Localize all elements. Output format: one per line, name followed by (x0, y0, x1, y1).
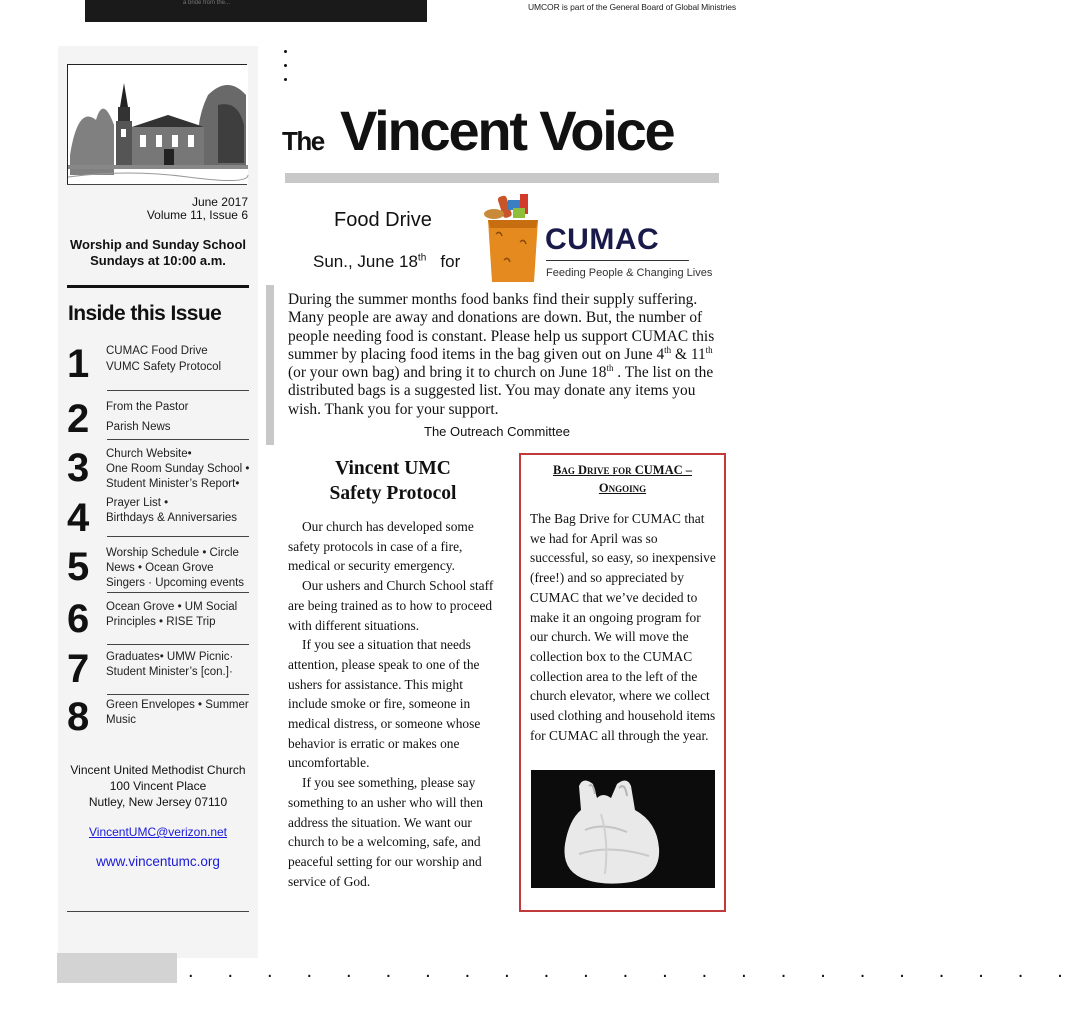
toc-line: Music (106, 714, 137, 726)
toc-line: Graduates• UMW Picnic· (106, 651, 234, 663)
decor-dot (284, 78, 287, 81)
cumac-tagline: Feeding People & Changing Lives (546, 267, 713, 279)
toc-divider (107, 390, 249, 391)
food-drive-signoff: The Outreach Committee (424, 424, 570, 439)
toc-number: 2 (67, 397, 90, 441)
masthead-the: The (282, 126, 324, 156)
toc-line: Worship Schedule • Circle (106, 547, 239, 559)
toc-entry-7[interactable] (67, 649, 257, 689)
safety-paragraph: Our church has developed some safety protocols in case of a fire, medical or security emergency. (288, 519, 474, 574)
top-banner-image (85, 0, 427, 22)
cumac-logo-rule (546, 260, 689, 261)
toc-line: CUMAC Food Drive (106, 345, 208, 357)
toc-line: Birthdays & Anniversaries (106, 512, 238, 524)
logo-rule (67, 184, 247, 185)
toc-top-rule (67, 285, 249, 288)
sidebar-bottom-rule (67, 911, 249, 912)
toc-line: Prayer List • (106, 497, 169, 509)
toc-entry-3[interactable] (67, 446, 257, 494)
toc-divider (107, 592, 249, 593)
plastic-bag-icon (531, 770, 715, 888)
safety-paragraph: If you see something, please say something to an usher who will then address the situation. We want our church to be a welcoming, safe, and peaceful setting for our worship and service of God. (288, 775, 483, 889)
toc-line: Green Envelopes • Summer (106, 699, 249, 711)
toc-line: VUMC Safety Protocol (106, 361, 222, 373)
toc-divider (107, 694, 249, 695)
toc-line: Church Website• (106, 448, 192, 460)
toc-line: Ocean Grove • UM Social (106, 601, 238, 613)
headline-shadow-bar (285, 173, 719, 183)
worship-times-line2: Sundays at 10:00 a.m. (90, 253, 226, 268)
decor-dot (284, 50, 287, 53)
toc-number: 1 (67, 342, 90, 386)
toc-line: Student Minister’s [con.]· (106, 666, 233, 678)
umcor-note: UMCOR is part of the General Board of Global Ministries (528, 2, 737, 12)
cumac-logo-text: CUMAC (545, 223, 660, 256)
toc-entry-2[interactable] (67, 399, 257, 439)
safety-paragraph: If you see a situation that needs attention, please speak to one of the ushers for assistance. This might include smoke or fire, someone in medical distress, or someone whose behavior is erratic or makes one uncomfortable. (288, 637, 481, 771)
toc-divider (107, 536, 249, 537)
church-sketch-image (67, 64, 247, 184)
food-drive-title: Food Drive (334, 209, 432, 231)
toc-number: 6 (67, 597, 90, 641)
toc-divider (107, 439, 249, 440)
food-drive-date: Sun., June 18th for (313, 252, 461, 271)
toc-line: Singers · Upcoming events (106, 577, 245, 589)
bag-drive-title-line2: Ongoing (598, 481, 647, 495)
toc-entry-1[interactable] (67, 343, 257, 393)
toc-entry-6[interactable] (67, 599, 257, 639)
bag-drive-title (524, 461, 721, 497)
church-address: 100 Vincent Place (109, 779, 207, 793)
issue-date: June 2017 (191, 195, 248, 209)
toc-number: 5 (67, 545, 90, 589)
church-city: Nutley, New Jersey 07110 (88, 795, 228, 809)
safety-paragraph: Our ushers and Church School staff are being trained as to how to proceed with different situations. (288, 578, 494, 633)
decor-dot (284, 64, 287, 67)
toc-number: 7 (67, 647, 90, 691)
email-link[interactable]: VincentUMC@verizon.net (88, 825, 228, 839)
toc-divider (107, 644, 249, 645)
issue-volume: Volume 11, Issue 6 (146, 208, 248, 222)
masthead-title: Vincent Voice (340, 99, 674, 162)
toc-number: 3 (67, 446, 90, 490)
top-banner-text: a bride from the... (183, 0, 231, 6)
safety-body (288, 517, 494, 891)
grocery-bag-icon (480, 190, 544, 285)
food-drive-body: During the summer months food banks find their supply suffering. Many people are away and donations are down. But, the number of people needing food is constant. Please help us support CUMAC this summer by placing food items in the bag given out on June 4th & 11th (or your own bag) and bring it to church on June 18th . The list on the distributed bags is a suggested list. You may donate any items you wish. Thank you for your support. (288, 291, 715, 418)
toc-line: Parish News (106, 421, 171, 433)
plastic-bag-image (531, 770, 715, 888)
bag-drive-body: The Bag Drive for CUMAC that we had for April was so successful, so easy, so inexpensive (free!) and so appreciated by CUMAC that we’ve decided to make it an ongoing program for our church. We will move the collection box to the CUMAC collection area to the left of the church elevator, where we collect used clothing and household items for CUMAC all through the year. (530, 511, 716, 743)
safety-title-line1: Vincent UMC (335, 458, 451, 479)
safety-title (290, 456, 496, 506)
bag-drive-title-line1: Bag Drive for CUMAC – (552, 463, 693, 477)
toc-entry-8[interactable] (67, 697, 257, 737)
toc-heading: Inside this Issue (68, 302, 222, 325)
worship-times-line1: Worship and Sunday School (70, 237, 246, 252)
toc-line: Principles • RISE Trip (106, 616, 216, 628)
footer-dots: . . . . . . . . . . . . . . . . . . . . . . . (188, 960, 1077, 982)
toc-line: One Room Sunday School • (106, 463, 250, 475)
toc-entry-5[interactable] (67, 545, 257, 593)
toc-line: Student Minister’s Report• (106, 478, 240, 490)
church-sketch-icon (68, 65, 248, 185)
toc-line: From the Pastor (106, 401, 189, 413)
church-name: Vincent United Methodist Church (70, 763, 246, 777)
article-shadow-bar (266, 285, 274, 445)
toc-line: News • Ocean Grove (106, 562, 214, 574)
footer-bar (57, 953, 177, 983)
safety-title-line2: Safety Protocol (329, 483, 457, 504)
toc-number: 4 (67, 496, 90, 540)
toc-number: 8 (67, 695, 90, 739)
toc-entry-4[interactable] (67, 495, 257, 540)
website-link[interactable]: www.vincentumc.org (96, 854, 220, 869)
